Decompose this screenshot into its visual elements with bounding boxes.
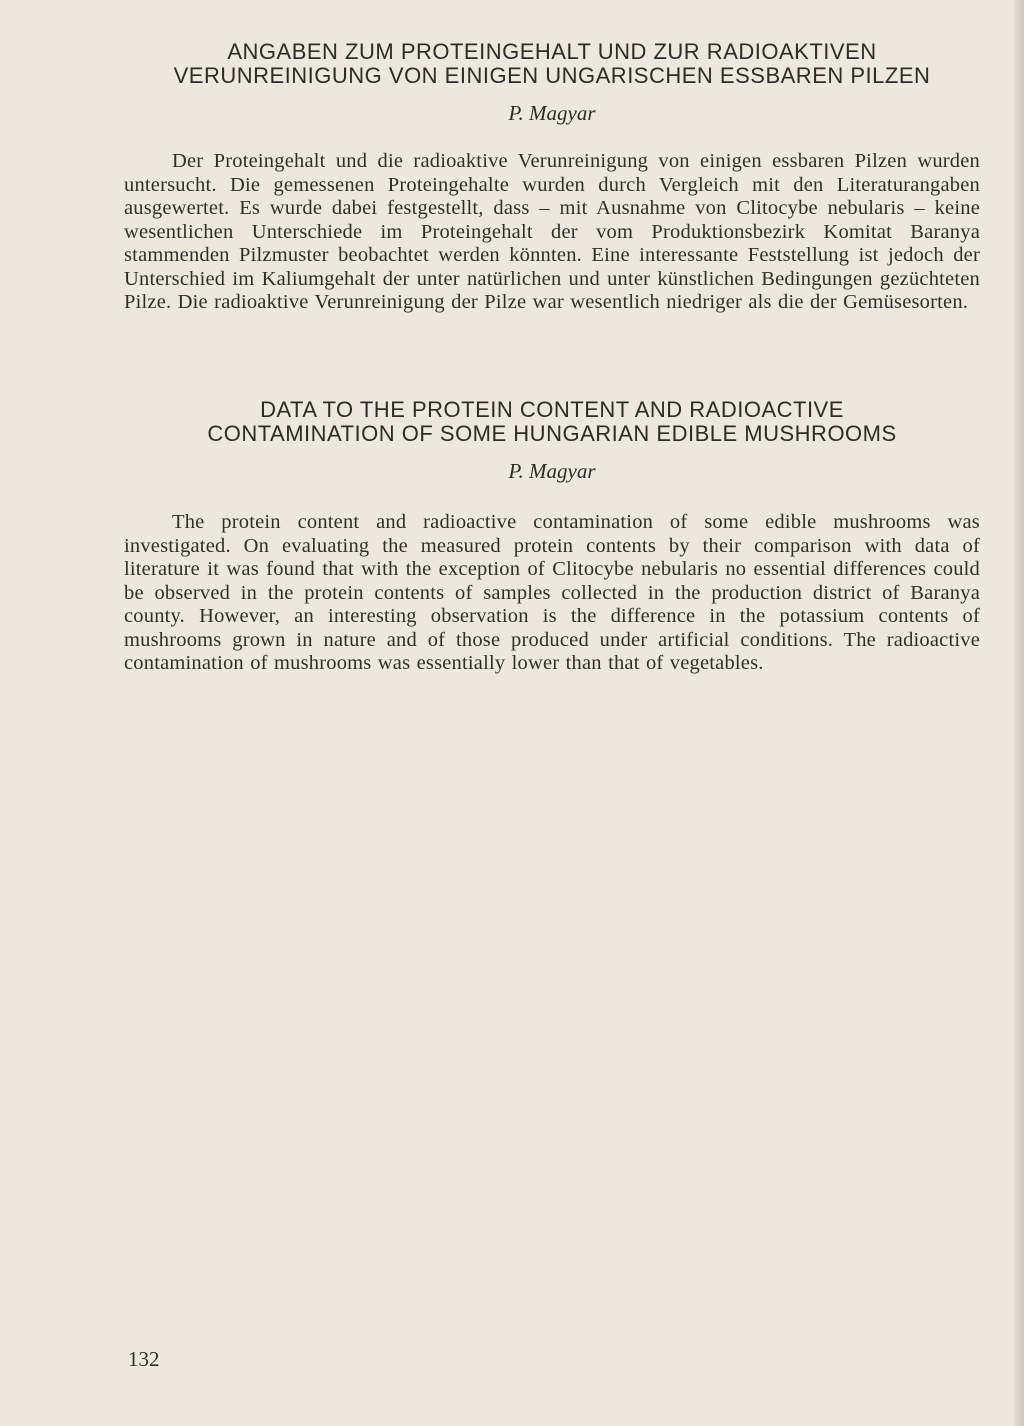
english-abstract: The protein content and radioactive contamination of some edible mushrooms was investigated. On evaluating the measured protein contents by their comparison with data of literature it was found that with the exception of Clitocybe nebularis no essential differences could be observed in the protein contents of samples collected in the production district of Baranya county. However, an interesting observation is the difference in the potassium contents of mushrooms grown in nature and of those produced under artificial conditions. The radioactive contamination of mushrooms was essentially lower than that of vegetables. [124, 511, 980, 674]
english-title [124, 398, 980, 446]
page-edge-shadow [1014, 0, 1024, 1426]
german-abstract: Der Proteingehalt und die radioaktive Verunreinigung von einigen essbaren Pilzen wurden untersucht. Die gemessenen Proteingehalte wurden durch Vergleich mit den Literaturangaben ausgewertet. Es wurde dabei festgestellt, dass – mit Ausnahme von Clitocybe nebularis – keine wesentlichen Unterschiede im Proteingehalt der vom Produktionsbezirk Komitat Baranya stammenden Pilzmuster beobachtet werden könnten. Eine interessante Feststellung ist jedoch der Unterschied im Kaliumgehalt der unter natürlichen und unter künstlichen Bedingungen gezüchteten Pilze. Die radioaktive Verunreinigung der Pilze war wesentlich niedriger als die der Gemüsesorten. [124, 150, 980, 313]
english-author: P. Magyar [508, 459, 596, 483]
german-title-line-1: ANGABEN ZUM PROTEINGEHALT UND ZUR RADIOAKTIVEN [227, 39, 877, 64]
page-number: 132 [128, 1347, 160, 1371]
english-title-line-1: DATA TO THE PROTEIN CONTENT AND RADIOACTIVE [260, 397, 844, 422]
german-author: P. Magyar [508, 101, 596, 125]
english-summary [124, 398, 980, 676]
german-title-line-2: VERUNREINIGUNG VON EINIGEN UNGARISCHEN ESSBAREN PILZEN [173, 63, 931, 88]
german-summary [124, 40, 980, 315]
german-title [124, 40, 980, 88]
english-title-line-2: CONTAMINATION OF SOME HUNGARIAN EDIBLE MUSHROOMS [207, 421, 897, 446]
